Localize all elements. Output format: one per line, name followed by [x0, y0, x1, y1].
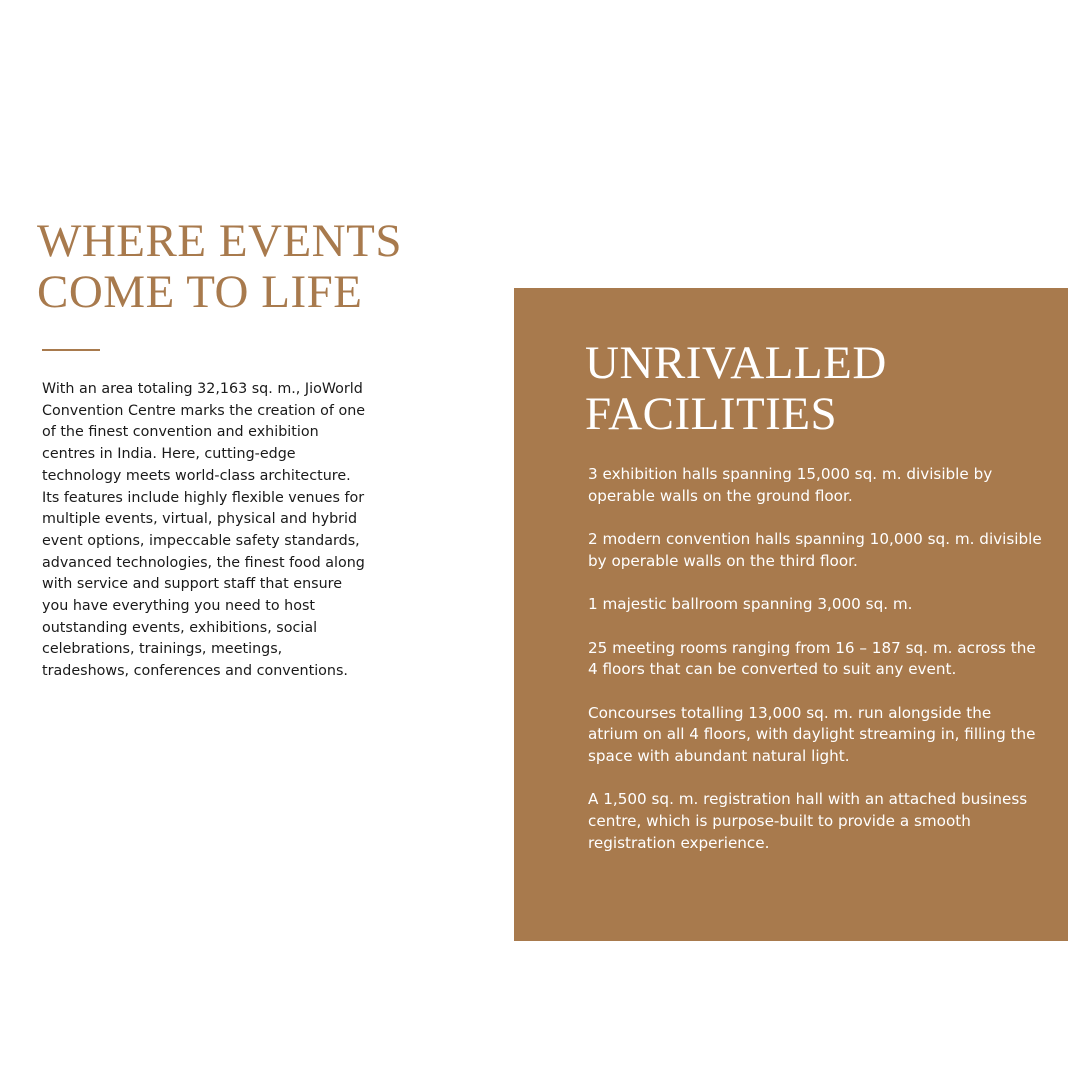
page-title: [37, 216, 477, 318]
facility-ballroom: 1 majestic ballroom spanning 3,000 sq. m.: [588, 595, 913, 614]
page-title-line-2: COME TO LIFE: [37, 266, 363, 318]
facility-registration-hall: A 1,500 sq. m. registration hall with an attached business centre, which is purpose-built to provide a smooth registration experience.: [588, 790, 1028, 852]
facilities-panel: [514, 288, 1068, 941]
title-divider: [42, 349, 100, 351]
facility-meeting-rooms: 25 meeting rooms ranging from 16 – 187 sq. m. across the 4 floors that can be converted to suit any event.: [588, 638, 1036, 679]
facilities-heading: [585, 338, 1005, 440]
facilities-heading-line-1: UNRIVALLED: [585, 337, 887, 389]
facility-exhibition-halls: 3 exhibition halls spanning 15,000 sq. m. divisible by operable walls on the ground floor.: [588, 465, 993, 505]
facility-convention-halls: 2 modern convention halls spanning 10,000 sq. m. divisible by operable walls on the third floor.: [588, 530, 1042, 570]
facilities-list: [588, 464, 1044, 876]
facility-concourses: Concourses totalling 13,000 sq. m. run alongside the atrium on all 4 floors, with daylight streaming in, filling the space with abundant natural light.: [588, 703, 1036, 766]
page-title-line-1: WHERE EVENTS: [37, 215, 402, 267]
intro-paragraph: With an area totaling 32,163 sq. m., JioWorld Convention Centre marks the creation of one of the finest convention and exhibition centres in India. Here, cutting-edge technology meets world-class architecture. Its features include highly flexible venues for multiple events, virtual, physical and hybrid event options, impeccable safety standards, advanced technologies, the finest food along with service and support staff that ensure you have everything you need to host outstanding events, exhibitions, social celebrations, trainings, meetings, tradeshows, conferences and conventions.: [42, 381, 366, 680]
facilities-heading-line-2: FACILITIES: [585, 388, 838, 440]
